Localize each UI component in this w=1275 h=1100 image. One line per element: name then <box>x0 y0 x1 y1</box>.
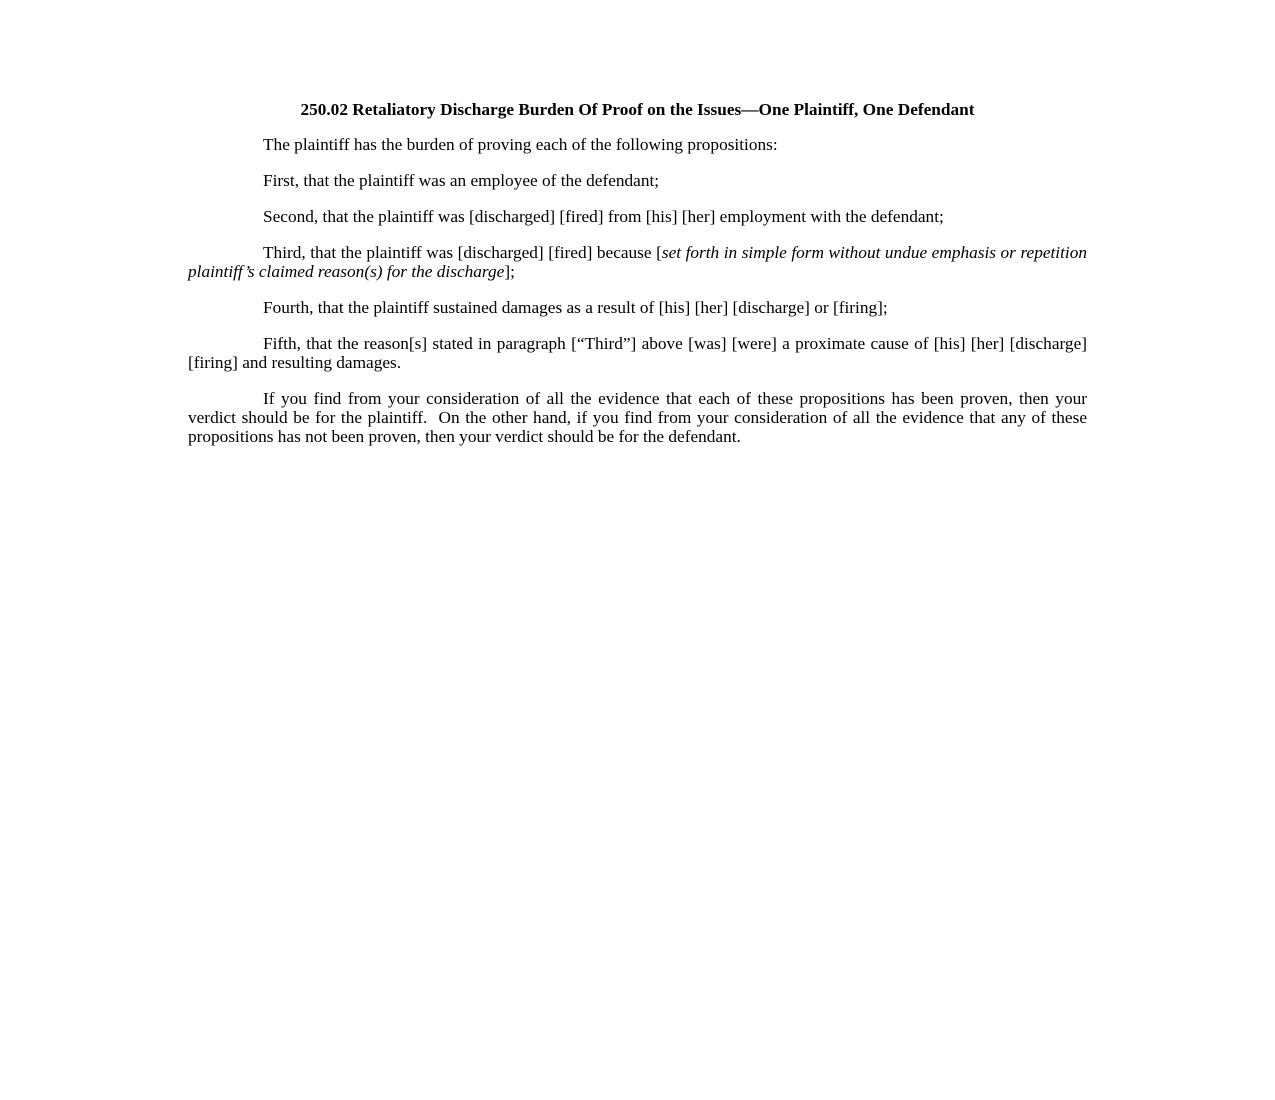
paragraph-second: Second, that the plaintiff was [discharged] [fired] from [his] [her] employment with the defendant; <box>263 207 944 226</box>
document-page <box>188 100 1087 463</box>
document-title: 250.02 Retaliatory Discharge Burden Of Proof on the Issues—One Plaintiff, One Defendant <box>300 100 975 119</box>
third-italic-instruction: set forth in simple form without undue emphasis or repetition plaintiff’s claimed reason(s) for the discharge <box>188 243 1087 281</box>
paragraph-first: First, that the plaintiff was an employee of the defendant; <box>263 171 660 190</box>
paragraph-intro: The plaintiff has the burden of proving each of the following propositions: <box>263 135 778 154</box>
third-text-start: Third, that the plaintiff was [discharged] [fired] because [ <box>263 243 662 262</box>
third-text-end: ]; <box>504 262 515 281</box>
paragraph-conclusion: If you find from your consideration of all the evidence that each of these propositions has been proven, then your verdict should be for the plaintiff. On the other hand, if you find from your consideration of all the evidence that any of these propositions has not been proven, then your verdict should be for the defendant. <box>188 389 1087 446</box>
paragraph-third <box>188 243 1087 281</box>
paragraph-fifth: Fifth, that the reason[s] stated in paragraph [“Third”] above [was] [were] a proximate cause of [his] [her] [discharge] [firing] and resulting damages. <box>188 334 1087 372</box>
paragraph-fourth: Fourth, that the plaintiff sustained damages as a result of [his] [her] [discharge] or [firing]; <box>263 298 888 317</box>
